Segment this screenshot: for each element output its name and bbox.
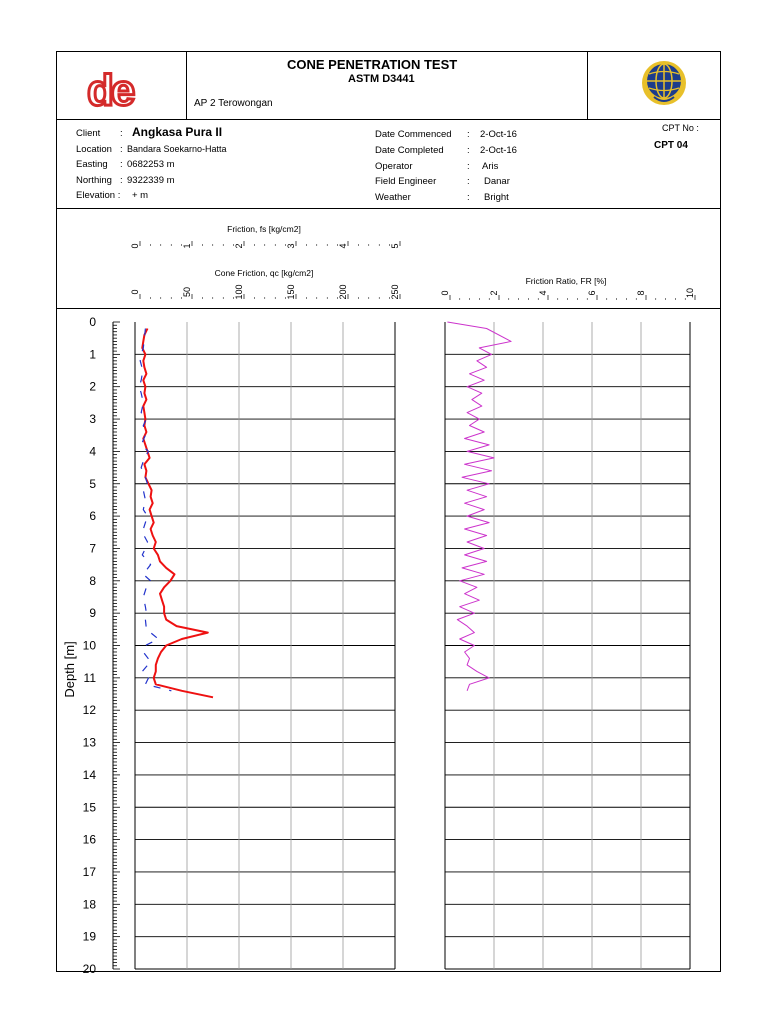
- cpt-no-value: CPT 04: [654, 140, 688, 151]
- date-commenced-value: 2-Oct-16: [480, 129, 517, 140]
- depth-axis-label: Depth [m]: [62, 641, 77, 698]
- axis-tick-label: 1: [182, 243, 192, 249]
- depth-tick-label: 8: [89, 573, 96, 588]
- elevation-label: Elevation :: [76, 190, 121, 201]
- axis-tick-label: 5: [390, 243, 400, 249]
- axis-tick-label: 2: [234, 243, 244, 249]
- operator-label: Operator: [375, 161, 413, 172]
- colon: :: [467, 192, 470, 203]
- axis-tick-label: 3: [286, 243, 296, 249]
- axis-tick-label: 8: [636, 290, 646, 296]
- series-line-FR: [447, 322, 511, 691]
- report-title: CONE PENETRATION TEST: [287, 57, 458, 72]
- axis-tick-label: 250: [390, 284, 400, 300]
- colon: :: [467, 129, 470, 140]
- depth-tick-label: 18: [82, 897, 96, 912]
- depth-tick-label: 19: [82, 929, 96, 944]
- axis-tick-label: 10: [685, 287, 695, 299]
- location-value: Bandara Soekarno-Hatta: [127, 144, 227, 154]
- axis-tick-label: 150: [286, 284, 296, 300]
- colon: :: [467, 161, 470, 172]
- operator-value: Aris: [482, 161, 499, 172]
- easting-label: Easting: [76, 159, 108, 170]
- report-subtitle: ASTM D3441: [348, 73, 415, 85]
- axis-tick-label: 2: [489, 290, 499, 296]
- field-engineer-value: Danar: [484, 176, 510, 187]
- axis-tick-label: 4: [538, 290, 548, 296]
- date-completed-label: Date Completed: [375, 145, 444, 156]
- client-value: Angkasa Pura II: [132, 125, 223, 139]
- field-engineer-label: Field Engineer: [375, 176, 437, 187]
- depth-tick-label: 16: [82, 832, 96, 847]
- depth-tick-label: 20: [82, 962, 96, 976]
- axis-tick-label: 0: [130, 243, 140, 249]
- axis-title: Friction Ratio, FR [%]: [525, 276, 607, 286]
- northing-value: 9322339 m: [127, 175, 175, 186]
- elevation-value: + m: [132, 190, 149, 201]
- colon: :: [120, 175, 123, 186]
- date-commenced-label: Date Commenced: [375, 129, 452, 140]
- series-line-qc: [142, 329, 213, 698]
- depth-tick-label: 5: [89, 476, 96, 491]
- depth-tick-label: 6: [89, 509, 96, 524]
- project-name: AP 2 Terowongan: [194, 98, 273, 109]
- weather-label: Weather: [375, 192, 411, 203]
- depth-tick-label: 4: [89, 444, 96, 459]
- axis-tick-label: 6: [587, 290, 597, 296]
- depth-tick-label: 2: [89, 379, 96, 394]
- axis-tick-label: 200: [338, 284, 348, 300]
- colon: :: [467, 145, 470, 156]
- depth-tick-label: 14: [82, 767, 96, 782]
- logo-text: de: [87, 66, 133, 115]
- colon: :: [120, 159, 123, 170]
- location-label: Location: [76, 144, 112, 155]
- axis-tick-label: 0: [130, 289, 140, 295]
- axis-title: Cone Friction, qc [kg/cm2]: [214, 268, 314, 278]
- depth-tick-label: 0: [89, 315, 96, 329]
- depth-tick-label: 15: [82, 800, 96, 815]
- depth-tick-label: 11: [83, 670, 96, 685]
- depth-tick-label: 10: [82, 638, 96, 653]
- depth-tick-label: 13: [82, 735, 96, 750]
- axis-title: Friction, fs [kg/cm2]: [227, 224, 301, 234]
- client-label: Client: [76, 128, 101, 139]
- axis-tick-label: 4: [338, 243, 348, 249]
- axis-tick-label: 0: [440, 290, 450, 296]
- colon: :: [120, 144, 123, 155]
- depth-tick-label: 7: [89, 541, 96, 556]
- axis-tick-label: 100: [234, 284, 244, 300]
- colon: :: [120, 128, 123, 139]
- depth-tick-label: 9: [89, 606, 96, 621]
- axis-tick-label: 50: [182, 286, 192, 298]
- easting-value: 0682253 m: [127, 159, 175, 170]
- weather-value: Bright: [484, 192, 509, 203]
- cpt-no-label: CPT No :: [662, 123, 699, 133]
- date-completed-value: 2-Oct-16: [480, 145, 517, 156]
- colon: :: [467, 176, 470, 187]
- depth-tick-label: 3: [89, 412, 96, 427]
- depth-tick-label: 12: [82, 703, 96, 718]
- depth-tick-label: 1: [89, 347, 96, 362]
- depth-tick-label: 17: [82, 864, 96, 879]
- northing-label: Northing: [76, 175, 112, 186]
